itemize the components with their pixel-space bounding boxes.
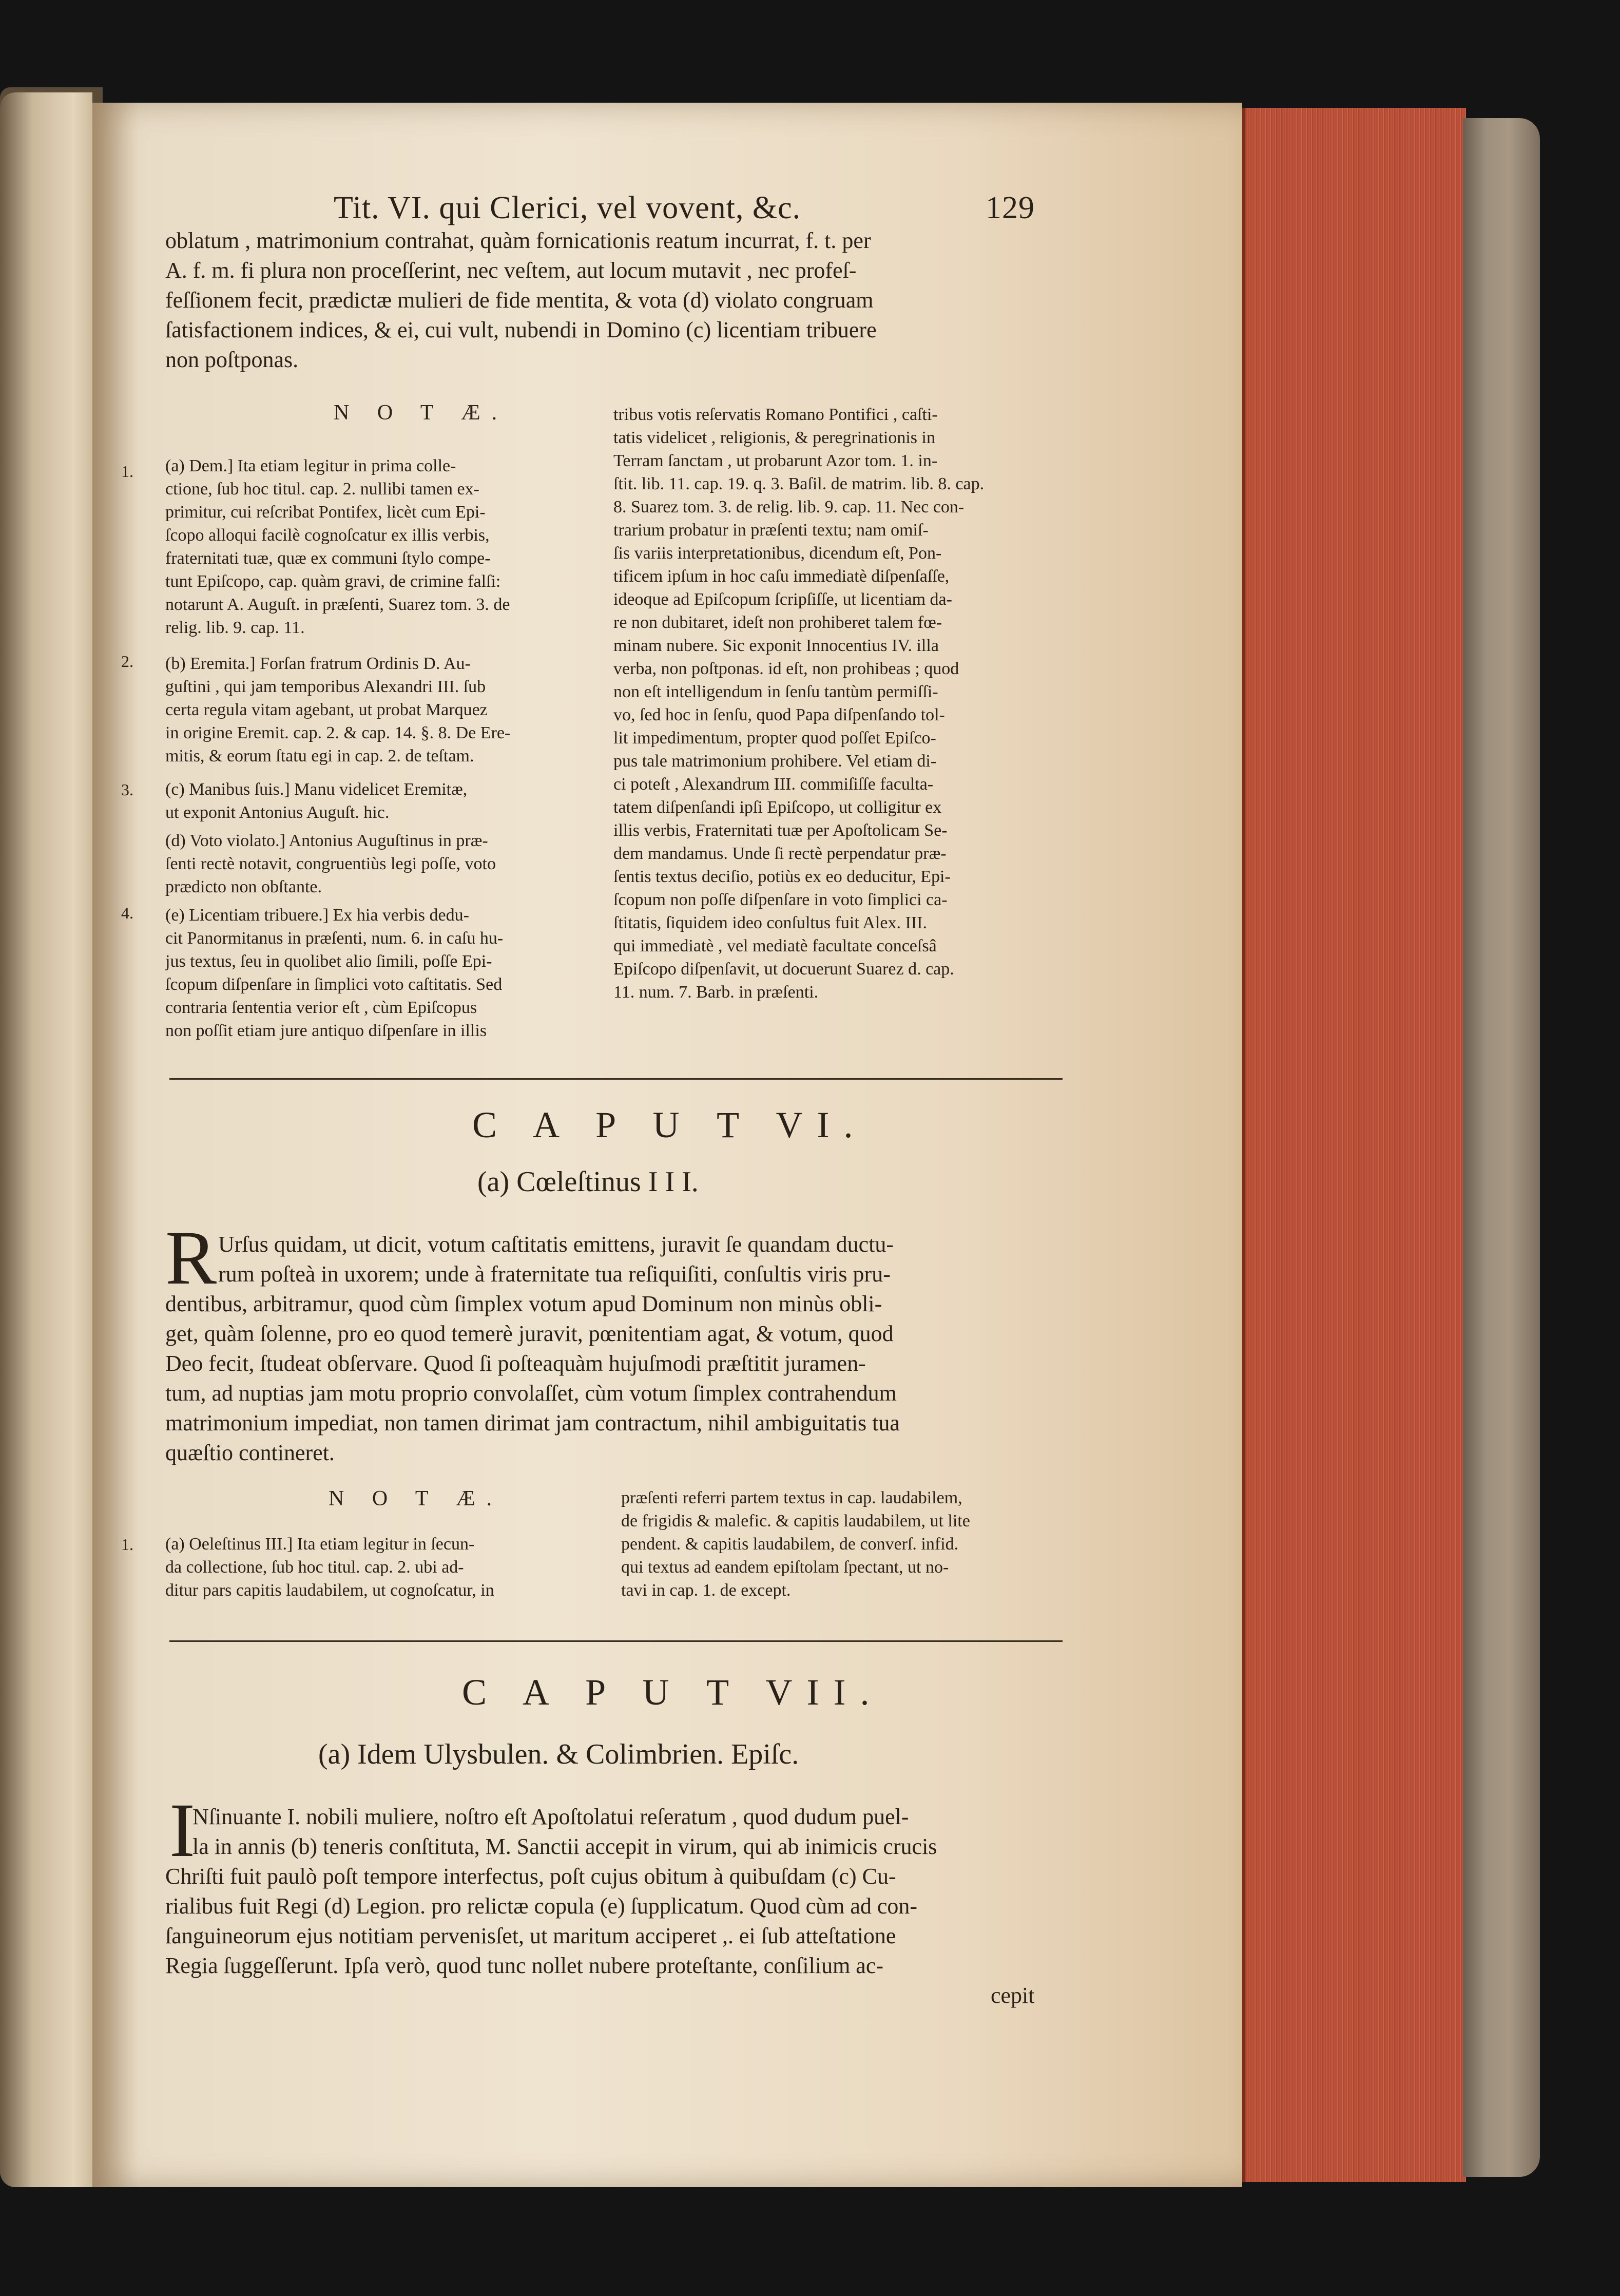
note-line: da collectione, ſub hoc titul. cap. 2. ubi ad- <box>165 1558 464 1577</box>
note-line: tatem diſpenſandi ipſi Epiſcopo, ut colligitur ex <box>613 798 942 817</box>
note-line: 11. num. 7. Barb. in præſenti. <box>613 983 819 1002</box>
text-line: matrimonium impediat, non tamen dirimat jam contractum, nihil ambiguitatis tua <box>165 1410 900 1436</box>
note-line: (a) Oeleſtinus III.] Ita etiam legitur in ſecun- <box>165 1535 475 1554</box>
margin-number: 1. <box>121 462 133 481</box>
margin-number: 3. <box>121 780 133 799</box>
note-line: qui textus ad eandem epiſtolam ſpectant, ut no- <box>621 1558 949 1577</box>
note-line: (b) Eremita.] Forſan fratrum Ordinis D. Au- <box>165 654 471 673</box>
note-line: trarium probatur in præſenti textu; nam omiſ- <box>613 521 929 540</box>
note-line: pendent. & capitis laudabilem, de converſ. infid. <box>621 1535 959 1554</box>
note-line: qui immediatè , vel mediatè facultate conceſsâ <box>613 936 937 955</box>
note-line: fraternitati tuæ, quæ ex communi ſtylo compe- <box>165 549 491 568</box>
note-line: guſtini , qui jam temporibus Alexandri III. ſub <box>165 677 486 696</box>
note-line: ſenti rectè notavit, congruentiùs legi poſſe, voto <box>165 854 496 873</box>
text-line: ſanguineorum ejus notitiam pervenisſet, ut maritum acciperet ,. ei ſub atteſtatione <box>165 1923 896 1948</box>
note-line: re non dubitaret, ideſt non prohiberet talem fœ- <box>613 613 942 632</box>
text-line: rialibus fuit Regi (d) Legion. pro relictæ copula (e) ſupplicatum. Quod cùm ad con- <box>165 1893 918 1919</box>
note-line: tunt Epiſcopo, cap. quàm gravi, de crimine falſi: <box>165 572 501 591</box>
catchword: cepit <box>991 1983 1035 2008</box>
note-line: tatis videlicet , religionis, & peregrinationis in <box>613 428 935 447</box>
margin-number: 1. <box>121 1535 133 1554</box>
note-line: notarunt A. Auguſt. in præſenti, Suarez tom. 3. de <box>165 595 510 614</box>
note-line: ſtitatis, ſiquidem ideo conſultus fuit Alex. III. <box>613 913 927 932</box>
note-line: Epiſcopo diſpenſavit, ut docuerunt Suarez d. cap. <box>613 960 954 979</box>
note-line: jus textus, ſeu in quolibet alio ſimili, poſſe Epi- <box>165 952 492 971</box>
note-line: ideoque ad Epiſcopum ſcripſiſſe, ut licentiam da- <box>613 590 952 609</box>
note-line: relig. lib. 9. cap. 11. <box>165 618 305 637</box>
page-edges-red <box>1242 108 1466 2182</box>
note-line: tribus votis reſervatis Romano Pontifici , caſti- <box>613 405 938 424</box>
note-line: minam nubere. Sic exponit Innocentius IV. illa <box>613 636 939 655</box>
text-line: ſatisfactionem indices, & ei, cui vult, nubendi in Domino (c) licentiam tribuere <box>165 317 877 342</box>
note-line: præſenti referri partem textus in cap. laudabilem, <box>621 1488 962 1507</box>
text-line: Nſinuante I. nobili muliere, noſtro eſt Apoſtolatui reſeratum , quod dudum puel- <box>192 1804 909 1829</box>
note-line: ſentis textus deciſio, potiùs ex eo deducitur, Epi- <box>613 867 951 886</box>
chapter-title: C A P U T VI. <box>472 1104 867 1145</box>
text-line: Urſus quidam, ut dicit, votum caſtitatis emittens, juravit ſe quandam ductu- <box>218 1232 894 1257</box>
note-line: in origine Eremit. cap. 2. & cap. 14. §. 8. De Ere- <box>165 723 511 742</box>
note-line: (c) Manibus ſuis.] Manu videlicet Eremitæ, <box>165 780 468 799</box>
book-cover-edge <box>1463 118 1540 2177</box>
text-line: dentibus, arbitramur, quod cùm ſimplex votum apud Dominum non minùs obli- <box>165 1291 882 1316</box>
note-line: (d) Voto violato.] Antonius Auguſtinus in præ- <box>165 831 488 850</box>
running-header <box>334 190 1035 226</box>
note-line: ſtit. lib. 11. cap. 19. q. 3. Baſil. de matrim. lib. 8. cap. <box>613 474 985 493</box>
note-line: contraria ſententia verior eſt , cùm Epiſcopus <box>165 998 477 1017</box>
margin-number: 2. <box>121 652 133 671</box>
note-line: non poſſit etiam jure antiquo diſpenſare in illis <box>165 1021 487 1040</box>
note-line: Terram ſanctam , ut probarunt Azor tom. 1. in- <box>613 451 938 470</box>
text-line: A. f. m. fi plura non proceſſerint, nec veſtem, aut locum mutavit , nec profeſ- <box>165 258 857 283</box>
chapter-subtitle: (a) Idem Ulysbulen. & Colimbrien. Epiſc. <box>318 1738 799 1770</box>
note-line: non eſt intelligendum in ſenſu tantùm permiſſi- <box>613 682 938 701</box>
note-line: prædicto non obſtante. <box>165 877 322 896</box>
note-line: ci poteſt , Alexandrum III. commiſiſſe faculta- <box>613 775 934 794</box>
chapter-title: C A P U T VII. <box>462 1672 884 1713</box>
note-line: (a) Dem.] Ita etiam legitur in prima colle- <box>165 456 456 475</box>
note-line: verba, non poſtponas. id eſt, non prohibeas ; quod <box>613 659 959 678</box>
note-line: ut exponit Antonius Auguſt. hic. <box>165 803 390 822</box>
drop-cap: R <box>165 1215 217 1300</box>
text-line: Deo fecit, ſtudeat obſervare. Quod ſi poſteaquàm hujuſmodi præſtitit juramen- <box>165 1351 866 1376</box>
note-line: certa regula vitam agebant, ut probat Marquez <box>165 700 488 719</box>
note-line: ſcopum non poſſe diſpenſare in voto ſimplici ca- <box>613 890 948 909</box>
section-divider <box>169 1078 1063 1080</box>
note-line: lit impedimentum, propter quod poſſet Epiſco- <box>613 729 936 748</box>
left-page-edge <box>0 92 92 2187</box>
note-line: ditur pars capitis laudabilem, ut cognoſcatur, in <box>165 1581 494 1600</box>
note-line: 8. Suarez tom. 3. de relig. lib. 9. cap. 11. Nec con- <box>613 498 965 516</box>
note-line: dem mandamus. Unde ſi rectè perpendatur præ- <box>613 844 947 863</box>
text-line: la in annis (b) teneris conſtituta, M. Sanctii accepit in virum, qui ab inimicis crucis <box>192 1834 937 1859</box>
note-line: tavi in cap. 1. de except. <box>621 1581 791 1600</box>
note-line: ctione, ſub hoc titul. cap. 2. nullibi tamen ex- <box>165 480 479 499</box>
text-line: Regia ſuggeſſerunt. Ipſa verò, quod tunc nollet nubere proteſtante, conſilium ac- <box>165 1953 883 1978</box>
notae-heading: N O T Æ. <box>334 401 509 425</box>
text-line: tum, ad nuptias jam motu proprio convolaſſet, cùm votum ſimplex contrahendum <box>165 1381 897 1406</box>
note-line: mitis, & eorum ſtatu egi in cap. 2. de teſtam. <box>165 747 474 766</box>
notae-heading: N O T Æ. <box>329 1487 504 1510</box>
chapter-subtitle: (a) Cœleſtinus I I I. <box>477 1166 699 1198</box>
note-line: (e) Licentiam tribuere.] Ex hia verbis dedu- <box>165 906 469 925</box>
margin-number: 4. <box>121 904 133 922</box>
text-line: rum poſteà in uxorem; unde à fraternitate tua reſiquiſiti, conſultis viris pru- <box>218 1261 891 1287</box>
note-line: pus tale matrimonium prohibere. Vel etiam di- <box>613 752 937 771</box>
note-line: tificem ipſum in hoc caſu immediatè diſpenſaſſe, <box>613 567 950 586</box>
drop-cap: I <box>169 1788 195 1873</box>
note-line: de frigidis & malefic. & capitis laudabilem, ut lite <box>621 1511 970 1530</box>
text-line: feſſionem fecit, prædictæ mulieri de fide mentita, & vota (d) violato congruam <box>165 288 874 313</box>
page-number: 129 <box>986 190 1035 225</box>
background-corner <box>1517 0 1620 103</box>
text-line: Chriſti fuit paulò poſt tempore interfectus, poſt cujus obitum à quibuſdam (c) Cu- <box>165 1864 896 1889</box>
note-line: ſcopo alloqui facilè cognoſcatur ex illis verbis, <box>165 526 490 545</box>
note-line: ſcopum diſpenſare in ſimplici voto caſtitatis. Sed <box>165 975 503 994</box>
note-line: cit Panormitanus in præſenti, num. 6. in caſu hu- <box>165 929 504 948</box>
note-line: vo, ſed hoc in ſenſu, quod Papa diſpenſando tol- <box>613 705 945 724</box>
text-line: non poſtponas. <box>165 347 299 372</box>
text-line: oblatum , matrimonium contrahat, quàm fornicationis reatum incurrat, f. t. per <box>165 228 871 253</box>
text-line: quæſtio contineret. <box>165 1440 335 1465</box>
note-line: illis verbis, Fraternitati tuæ per Apoſtolicam Se- <box>613 821 948 840</box>
section-divider <box>169 1640 1063 1642</box>
text-line: get, quàm ſolenne, pro eo quod temerè juravit, pœnitentiam agat, & votum, quod <box>165 1321 894 1346</box>
note-line: ſis variis interpretationibus, dicendum eſt, Pon- <box>613 544 942 563</box>
header-title: Tit. VI. qui Clerici, vel vovent, &c. <box>334 190 801 225</box>
note-line: primitur, cui reſcribat Pontifex, licèt cum Epi- <box>165 503 486 522</box>
